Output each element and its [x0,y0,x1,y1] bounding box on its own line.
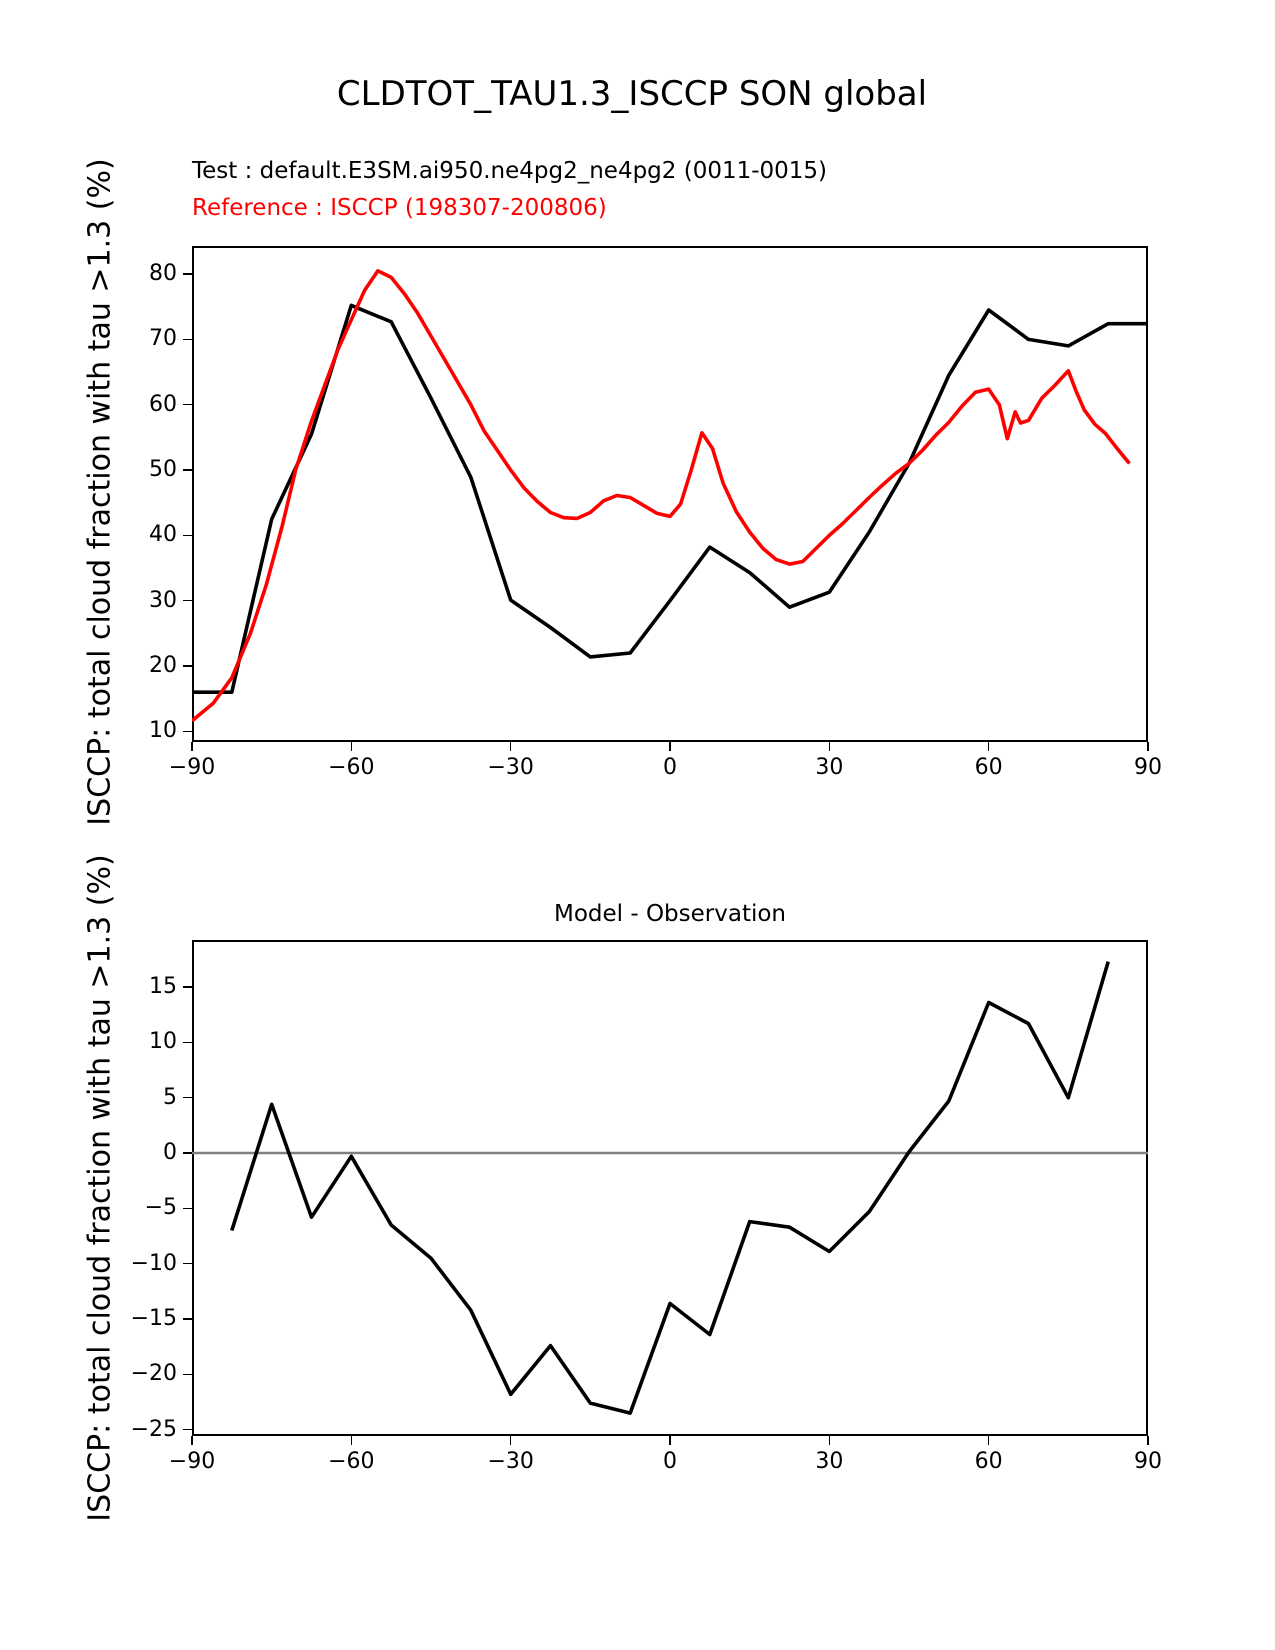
y-tick [183,986,192,988]
x-tick [1147,742,1149,751]
y-tick-label: 20 [149,653,177,679]
y-tick-label: −5 [144,1195,177,1221]
subtitle-reference: Reference : ISCCP (198307-200806) [192,195,607,221]
y-tick [183,1097,192,1099]
x-tick [988,742,990,751]
y-tick [183,469,192,471]
y-tick [183,600,192,602]
x-tick-label: 60 [974,755,1003,780]
x-tick-label: −60 [328,1449,375,1474]
subtitle-test: Test : default.E3SM.ai950.ne4pg2_ne4pg2 (0011-0015) [192,158,828,184]
y-tick-label: −20 [130,1361,177,1387]
y-tick [183,273,192,275]
y-tick [183,1374,192,1376]
y-tick-label: 40 [149,522,177,548]
y-tick [183,535,192,537]
x-tick [829,1436,831,1445]
bottom-chart-ylabel: ISCCP: total cloud fraction with tau >1.3 (%) [82,854,118,1522]
y-tick [183,339,192,341]
x-tick-label: −90 [168,1449,216,1474]
y-tick-label: 60 [149,391,177,417]
x-tick [191,742,193,751]
y-tick [183,731,192,733]
y-tick-label: 5 [163,1084,177,1110]
x-tick-label: 90 [1134,1449,1162,1474]
x-tick-label: 0 [663,1449,677,1474]
y-tick [183,1263,192,1265]
y-tick [183,1318,192,1320]
y-tick-label: −15 [130,1306,177,1332]
y-tick-label: 50 [149,457,177,483]
x-tick [510,1436,512,1445]
y-tick-label: 10 [149,718,177,744]
x-tick-label: 90 [1134,755,1162,780]
x-tick-label: 60 [974,1449,1003,1474]
x-tick-label: −60 [328,755,375,780]
y-tick-label: 30 [149,587,177,613]
figure-title: CLDTOT_TAU1.3_ISCCP SON global [336,74,928,114]
x-tick [669,1436,671,1445]
series-line-0 [232,962,1108,1414]
y-tick [183,1429,192,1431]
y-tick-label: −25 [130,1416,177,1442]
x-tick [829,742,831,751]
chart-plot-svg [192,940,1148,1436]
x-tick [191,1436,193,1445]
x-tick [988,1436,990,1445]
x-tick [1147,1436,1149,1445]
x-tick [351,742,353,751]
y-tick-label: −10 [130,1250,177,1276]
top-chart-ylabel: ISCCP: total cloud fraction with tau >1.3 (%) [82,158,118,826]
y-tick [183,1208,192,1210]
x-tick-label: −30 [487,1449,534,1474]
x-tick-label: −30 [487,755,534,780]
y-tick-label: 15 [149,974,177,1000]
x-tick-label: 30 [815,755,844,780]
x-tick-label: 0 [663,755,677,780]
y-tick [183,665,192,667]
y-tick-label: 70 [149,326,177,352]
y-tick-label: 10 [149,1029,177,1055]
y-tick [183,1152,192,1154]
series-line-1 [192,271,1129,721]
y-tick-label: 80 [149,261,177,287]
x-tick-label: −90 [168,755,216,780]
x-tick-label: 30 [815,1449,844,1474]
x-tick [351,1436,353,1445]
y-tick-label: 0 [163,1140,177,1166]
bottom-chart-title: Model - Observation [553,901,787,927]
x-tick [510,742,512,751]
series-line-0 [192,305,1148,692]
y-tick [183,404,192,406]
y-tick [183,1042,192,1044]
x-tick [669,742,671,751]
chart-plot-svg [192,246,1148,742]
